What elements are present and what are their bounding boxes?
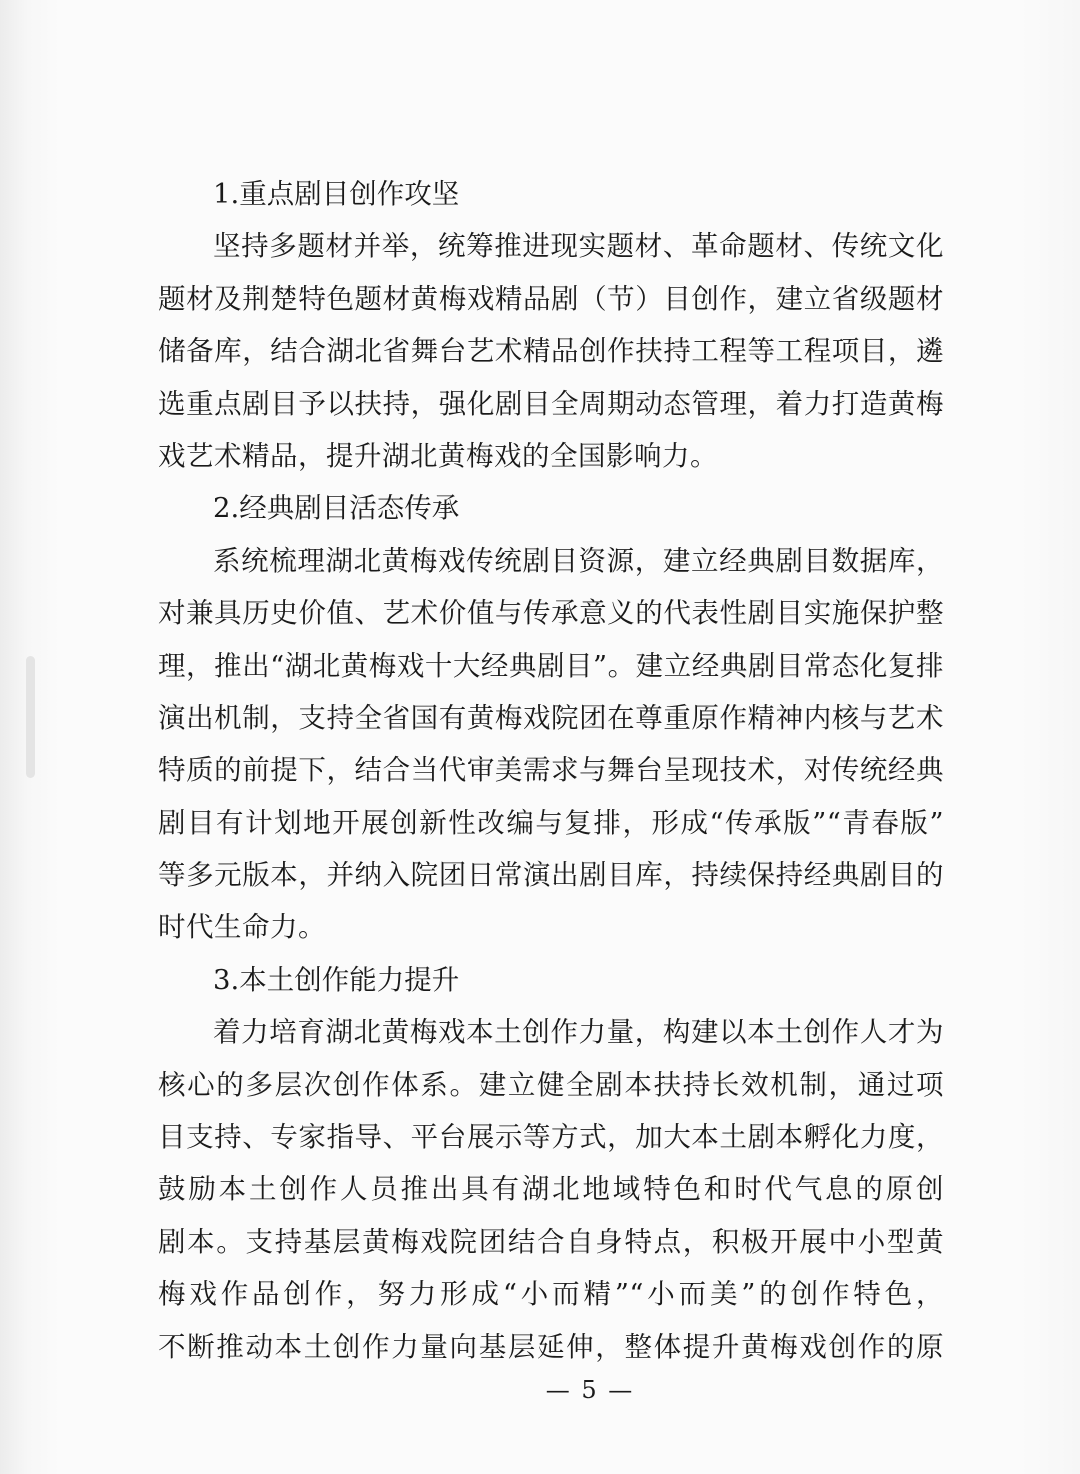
paragraph-line: 理，推出“湖北黄梅戏十大经典剧目”。建立经典剧目常态化复排 [158, 649, 944, 682]
page-number: — 5 — [545, 1376, 635, 1404]
paragraph-line: 核心的多层次创作体系。建立健全剧本扶持长效机制，通过项 [158, 1068, 944, 1101]
paragraph-line: 对兼具历史价值、艺术价值与传承意义的代表性剧目实施保护整 [158, 597, 944, 630]
document-body [158, 168, 944, 1373]
paragraph-line: 着力培育湖北黄梅戏本土创作力量，构建以本土创作人才为 [213, 1016, 944, 1049]
paragraph-line: 演出机制，支持全省国有黄梅戏院团在尊重原作精神内核与艺术 [158, 701, 944, 734]
paragraph-line: 剧目有计划地开展创新性改编与复排，形成“传承版”“青春版” [158, 806, 944, 839]
paragraph-line: 剧本。支持基层黄梅戏院团结合自身特点，积极开展中小型黄 [158, 1225, 944, 1258]
paragraph-line: 不断推动本土创作力量向基层延伸，整体提升黄梅戏创作的原 [158, 1330, 944, 1363]
paragraph-line: 储备库，结合湖北省舞台艺术精品创作扶持工程等工程项目，遴 [158, 335, 944, 368]
paragraph-line: 戏艺术精品，提升湖北黄梅戏的全国影响力。 [158, 439, 718, 472]
paragraph-line: 题材及荆楚特色题材黄梅戏精品剧（节）目创作，建立省级题材 [158, 282, 944, 315]
section-heading: 3.本土创作能力提升 [213, 963, 460, 996]
scroll-indicator[interactable] [26, 656, 35, 778]
paragraph-line: 选重点剧目予以扶持，强化剧目全周期动态管理，着力打造黄梅 [158, 387, 944, 420]
paragraph-line: 鼓励本土创作人员推出具有湖北地域特色和时代气息的原创 [158, 1173, 944, 1206]
paragraph-line: 梅戏作品创作，努力形成“小而精”“小而美”的创作特色， [158, 1278, 944, 1311]
paragraph-line: 坚持多题材并举，统筹推进现实题材、革命题材、传统文化 [213, 230, 944, 263]
section-heading: 2.经典剧目活态传承 [213, 492, 460, 525]
paragraph-line: 等多元版本，并纳入院团日常演出剧目库，持续保持经典剧目的 [158, 859, 944, 892]
section-heading: 1.重点剧目创作攻坚 [213, 178, 460, 210]
paragraph-line: 目支持、专家指导、平台展示等方式，加大本土剧本孵化力度， [158, 1121, 944, 1154]
paragraph-line: 系统梳理湖北黄梅戏传统剧目资源，建立经典剧目数据库， [213, 544, 944, 577]
paragraph-line: 特质的前提下，结合当代审美需求与舞台呈现技术，对传统经典 [158, 754, 944, 787]
paragraph-line: 时代生命力。 [158, 911, 326, 944]
